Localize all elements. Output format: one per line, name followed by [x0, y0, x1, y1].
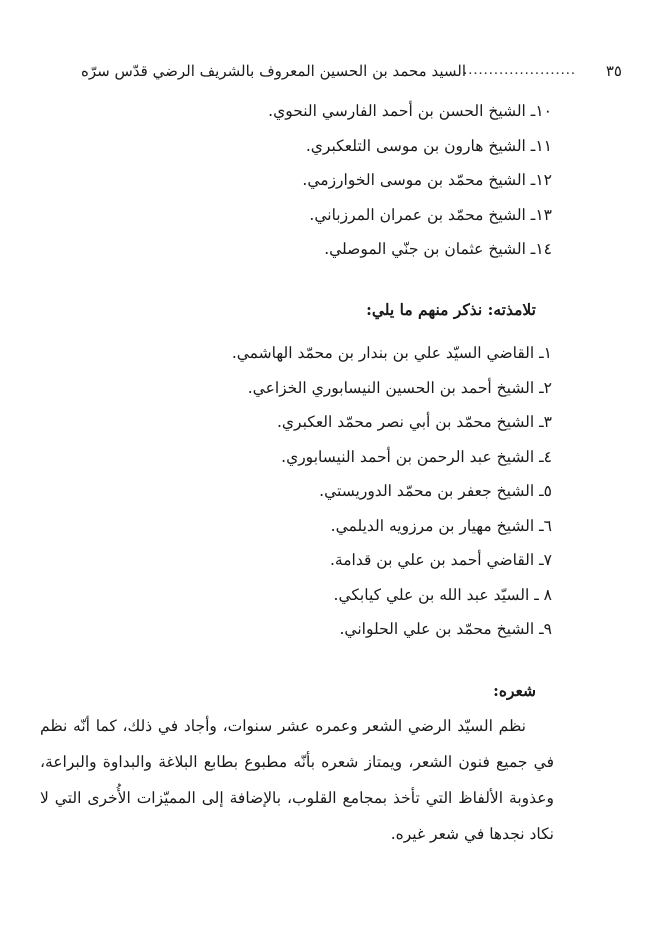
- teachers-list: [268, 94, 552, 267]
- page-number: ٣٥: [605, 62, 622, 80]
- list-item: ١٠ـ الشيخ الحسن بن أحمد الفارسي النحوي.: [268, 102, 552, 120]
- list-item: ١٤ـ الشيخ عثمان بن جنّي الموصلي.: [324, 240, 552, 258]
- list-item: ١١ـ الشيخ هارون بن موسى التلعكبري.: [305, 136, 552, 155]
- list-item: ٣ـ الشيخ محمّد بن أبي نصر محمّد العكبري.: [276, 413, 552, 431]
- list-item: ٧ـ القاضي أحمد بن علي بن قدامة.: [329, 551, 552, 569]
- list-item: ٢ـ الشيخ أحمد بن الحسين النيسابوري الخزاعي.: [247, 378, 552, 397]
- list-item: ١٢ـ الشيخ محمّد بن موسى الخوارزمي.: [302, 171, 552, 189]
- list-item: ٤ـ الشيخ عبد الرحمن بن أحمد النيسابوري.: [281, 447, 552, 466]
- list-item: ٨ ـ السيّد عبد الله بن علي كيابكي.: [333, 585, 552, 604]
- list-item: ١٣ـ الشيخ محمّد بن عمران المرزباني.: [309, 205, 552, 224]
- poetry-heading: شعره:: [493, 681, 536, 700]
- running-header: [38, 56, 622, 86]
- header-leader-dots: ......................: [463, 63, 576, 78]
- header-title: السيد محمد بن الحسين المعروف بالشريف الرضي قدّس سرّه: [81, 62, 466, 80]
- list-item: ٩ـ الشيخ محمّد بن علي الحلواني.: [339, 620, 552, 638]
- students-heading: تلامذته: نذكر منهم ما يلي:: [366, 300, 536, 319]
- list-item: ٦ـ الشيخ مهيار بن مرزويه الديلمي.: [330, 516, 552, 535]
- poetry-paragraph: نظم السيّد الرضي الشعر وعمره عشر سنوات، وأجاد في ذلك، كما أنّه نظم في جميع فنون الشعر، ويمتاز شعره بأنّه مطبوع بطابع البلاغة والبداوة والبراعة، وعذوبة الألفاظ التي تأخذ بمجامع القلوب، بالإضافة إلى المميّزات الأُخرى التي لا نكاد نجدها في شعر غيره.: [40, 717, 554, 843]
- list-item: ١ـ القاضي السيّد علي بن بندار بن محمّد الهاشمي.: [231, 344, 552, 362]
- students-list: [232, 336, 552, 647]
- list-item: ٥ـ الشيخ جعفر بن محمّد الدوريستي.: [319, 482, 552, 500]
